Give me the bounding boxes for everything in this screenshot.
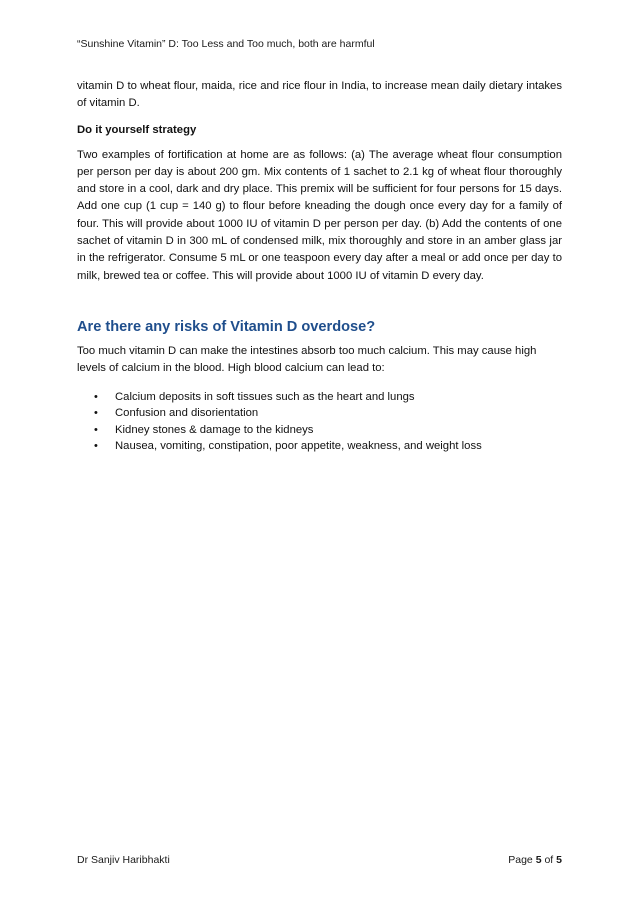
list-item-text: Calcium deposits in soft tissues such as the heart and lungs: [115, 390, 415, 403]
diy-paragraph: Two examples of fortification at home are as follows: (a) The average wheat flour consumption per person per day is about 200 gm. Mix contents of 1 sachet to 2.1 kg of wheat flour thoroughly and store in a cool, dark and dry place. This premix will be sufficient for four persons for 15 days. Add one cup (1 cup = 140 g) to flour before kneading the dough once every day for a family of four. This will provide about 1000 IU of vitamin D per person per day. (b) Add the contents of one sachet of vitamin D in 300 mL of condensed milk, mix thoroughly and store in an amber glass jar in the refrigerator. Consume 5 mL or one teaspoon every day after a meal or add once per day to milk, brewed tea or coffee. This will provide about 1000 IU of vitamin D every day.: [77, 148, 562, 282]
page-of: of: [544, 854, 554, 866]
list-item: [77, 389, 562, 406]
bullet-icon: •: [94, 407, 98, 420]
page-footer: [77, 854, 562, 866]
page-current: 5: [535, 854, 542, 866]
list-item-text: Nausea, vomiting, constipation, poor appetite, weakness, and weight loss: [115, 440, 482, 453]
list-item: [77, 405, 562, 422]
bullet-icon: •: [94, 440, 98, 453]
footer-author: Dr Sanjiv Haribhakti: [77, 854, 170, 866]
risk-paragraph: Too much vitamin D can make the intestines absorb too much calcium. This may cause high levels of calcium in the blood. High blood calcium can lead to:: [77, 344, 537, 375]
risk-heading: Are there any risks of Vitamin D overdose?: [77, 318, 376, 335]
list-item: [77, 438, 562, 455]
bullet-icon: •: [94, 423, 98, 436]
page-number: [508, 854, 562, 866]
list-item-text: Confusion and disorientation: [115, 407, 259, 420]
running-header: “Sunshine Vitamin” D: Too Less and Too much, both are harmful: [77, 38, 375, 50]
list-item-text: Kidney stones & damage to the kidneys: [115, 423, 314, 436]
page-total: 5: [556, 854, 562, 866]
diy-heading: Do it yourself strategy: [77, 123, 197, 136]
page-word: Page: [508, 854, 533, 866]
list-item: [77, 422, 562, 439]
bullet-icon: •: [94, 390, 98, 403]
risk-list: [77, 389, 562, 455]
page-content: [77, 78, 562, 455]
continued-paragraph: vitamin D to wheat flour, maida, rice and rice flour in India, to increase mean daily dietary intakes of vitamin D.: [77, 80, 562, 110]
